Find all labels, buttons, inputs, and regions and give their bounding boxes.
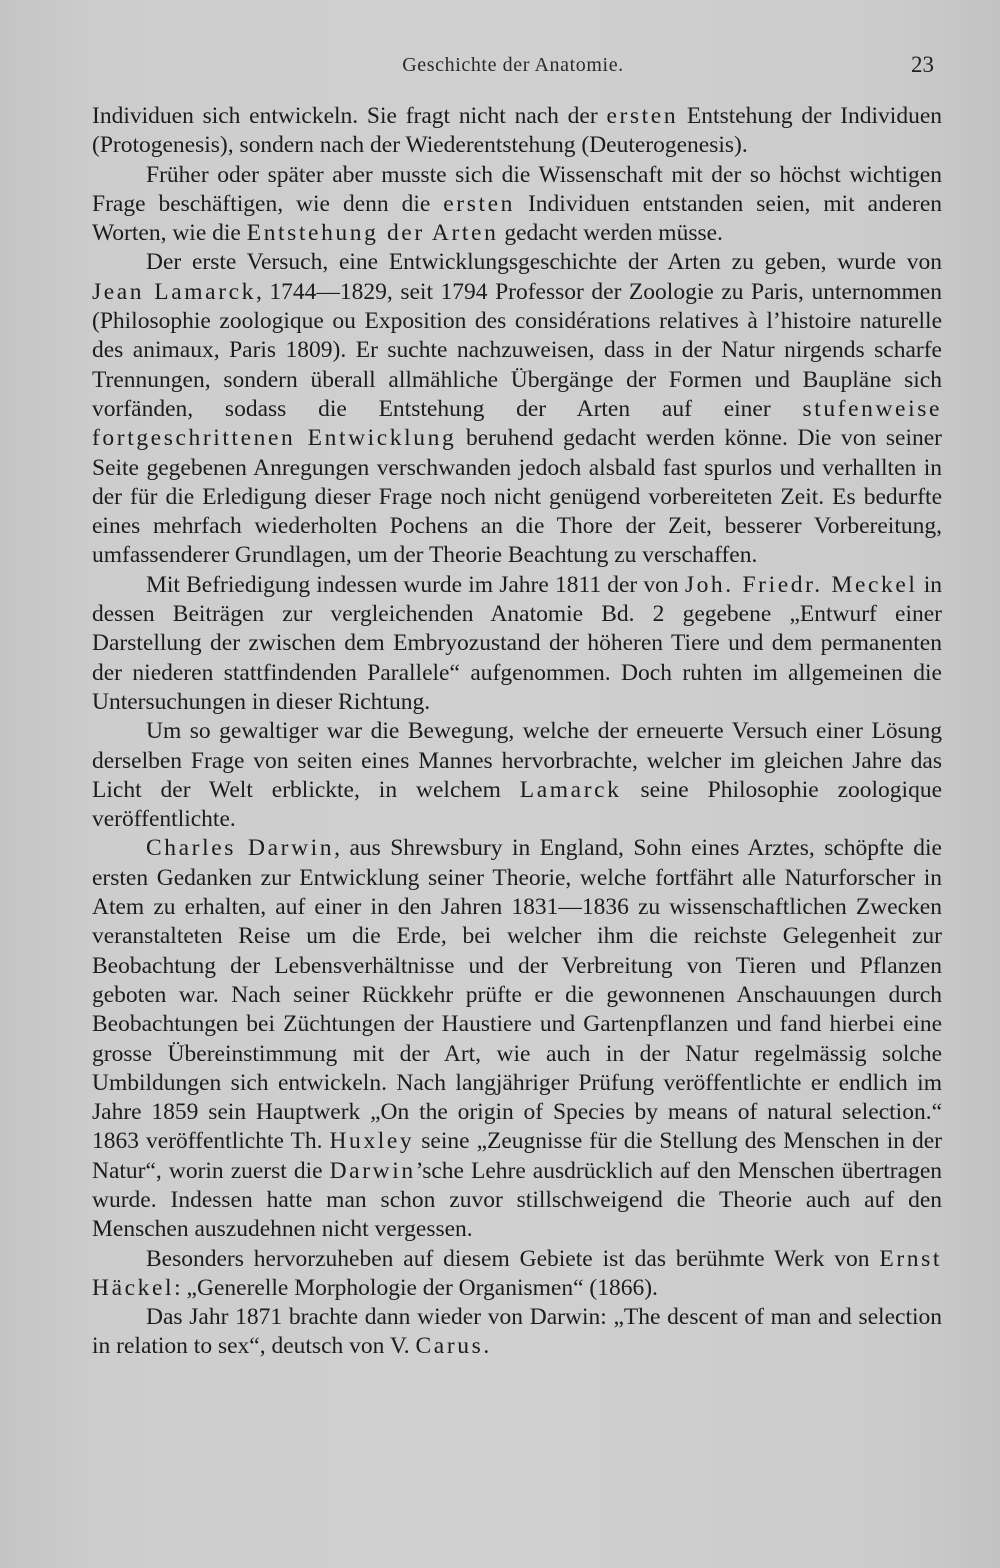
- text-run: Mit Befriedigung indessen wurde im Jahre 1811 der von: [146, 571, 685, 598]
- emphasized-text: Joh. Friedr. Meckel: [684, 571, 918, 598]
- text-run: Früher oder später aber musste sich die Wissenschaft mit der so höchst wichtigen Frage beschäftigen, wie denn die: [92, 161, 942, 217]
- text-run: ’sche Lehre ausdrücklich auf den Menschen übertragen wurde. Indessen hatte man schon zuvor stillschweigend die Theorie auch auf den Menschen auszudehnen nicht vergessen.: [92, 1157, 942, 1243]
- text-run: .: [483, 1333, 490, 1360]
- running-head: [92, 54, 934, 84]
- text-run: Der erste Versuch, eine Entwicklungsgeschichte der Arten zu geben, wurde von: [146, 249, 942, 276]
- paragraph: [92, 1303, 942, 1362]
- emphasized-text: ersten: [606, 103, 679, 129]
- text-run: , 1744—1829, seit 1794 Professor der Zoologie zu Paris, unternommen (Philosophie zoologique ou Exposition des considérations relatives à l’histoire naturelle des animaux, Paris 1809). Er suchte nachzuweisen, dass in der Natur nirgends scharfe Trennungen, sondern überall allmähliche Übergänge der Formen und Baupläne sich vorfänden, sodass die Entstehung der Arten auf einer: [92, 278, 942, 422]
- emphasized-text: ersten: [443, 190, 515, 217]
- emphasized-text: Huxley: [329, 1128, 415, 1155]
- emphasized-text: Charles Darwin: [146, 835, 335, 862]
- page-number: 23: [911, 52, 934, 77]
- text-run: Individuen entstanden seien, mit anderen Worten, wie die: [92, 190, 942, 247]
- paragraph: [92, 717, 942, 834]
- paragraph: [92, 248, 942, 570]
- text-run: beruhend gedacht werden könne. Die von seiner Seite gegebenen Anregungen verschwanden jedoch alsbald fast spurlos und verhallten in der für die Erledigung dieser Frage noch nicht genügend vorbereiteten Zeit. Es bedurfte eines mehrfach wiederholten Pochens an die Thore der Zeit, besserer Vorbereitung, umfassenderer Grundlagen, um der Theorie Beachtung zu verschaffen.: [92, 425, 942, 569]
- text-run: : „Generelle Morphologie der Organismen“ (1866).: [174, 1274, 658, 1301]
- text-run: , aus Shrewsbury in England, Sohn eines Arztes, schöpfte die ersten Gedanken zur Entwicklung seiner Theorie, welche fortfährt alle Naturforscher in Atem zu erhalten, auf einer in den Jahren 1831—1836 zu wissenschaftlichen Zwecken veranstalteten Reise um die Erde, bei welcher ihm die reichste Gelegenheit zur Beobachtung der Lebensverhältnisse und der Verbreitung von Tieren und Pflanzen geboten war. Nach seiner Rückkehr prüfte er die gewonnenen Anschauungen durch Beobachtungen bei Züchtungen der Haustiere und Gartenpflanzen und fand hierbei eine grosse Übereinstimmung mit der Art, wie auch in der Natur regelmässig solche Umbildungen sich entwickeln. Nach langjähriger Prüfung veröffentlichte er endlich im Jahre 1859 sein Hauptwerk „On the origin of Species by means of natural selection.“ 1863 veröffentlichte Th.: [92, 835, 942, 1155]
- emphasized-text: Darwin: [329, 1157, 416, 1184]
- text-run: Individuen sich entwickeln. Sie fragt nicht nach der: [92, 103, 607, 129]
- emphasized-text: stufenweise fortgeschrittenen Entwicklung: [92, 395, 942, 452]
- emphasized-text: Entstehung der Arten: [246, 220, 499, 247]
- text-run: Das Jahr 1871 brachte dann wieder von Darwin: „The descent of man and selection in relation to sex“, deutsch von V.: [92, 1304, 942, 1360]
- paragraph: [92, 1245, 942, 1304]
- paragraph: [92, 102, 942, 161]
- text-run: seine Philosophie zoologique veröffentlichte.: [92, 776, 943, 833]
- running-title: Geschichte der Anatomie.: [402, 54, 624, 76]
- text-run: gedacht werden müsse.: [498, 220, 723, 247]
- text-run: in dessen Beiträgen zur vergleichenden Anatomie Bd. 2 gegebene „Entwurf einer Darstellung der zwischen dem Embryozustand der höheren Tiere und dem permanenten der niederen stattfindenden Parallele“ aufgenommen. Doch ruhten im allgemeinen die Untersuchungen in dieser Richtung.: [92, 571, 942, 715]
- body-text: [92, 102, 942, 1362]
- paragraph: [92, 161, 942, 249]
- emphasized-text: Ernst Häckel: [92, 1245, 942, 1301]
- emphasized-text: Jean Lamarck: [92, 278, 257, 305]
- paragraph: [92, 571, 942, 717]
- emphasized-text: Carus: [415, 1333, 484, 1360]
- text-run: Entstehung der Individuen (Protogenesis), sondern nach der Wiederentstehung (Deuterogenesis).: [92, 103, 943, 159]
- text-run: Um so gewaltiger war die Bewegung, welche der erneuerte Versuch einer Lösung derselben Frage von seiten eines Mannes hervorbrachte, welcher im gleichen Jahre das Licht der Welt erblickte, in welchem: [92, 718, 942, 803]
- text-run: Besonders hervorzuheben auf diesem Gebiete ist das berühmte Werk von: [146, 1245, 880, 1272]
- emphasized-text: Lamarck: [519, 776, 622, 803]
- paragraph: [92, 834, 942, 1244]
- text-run: seine „Zeugnisse für die Stellung des Menschen in der Natur“, worin zuerst die: [92, 1128, 942, 1184]
